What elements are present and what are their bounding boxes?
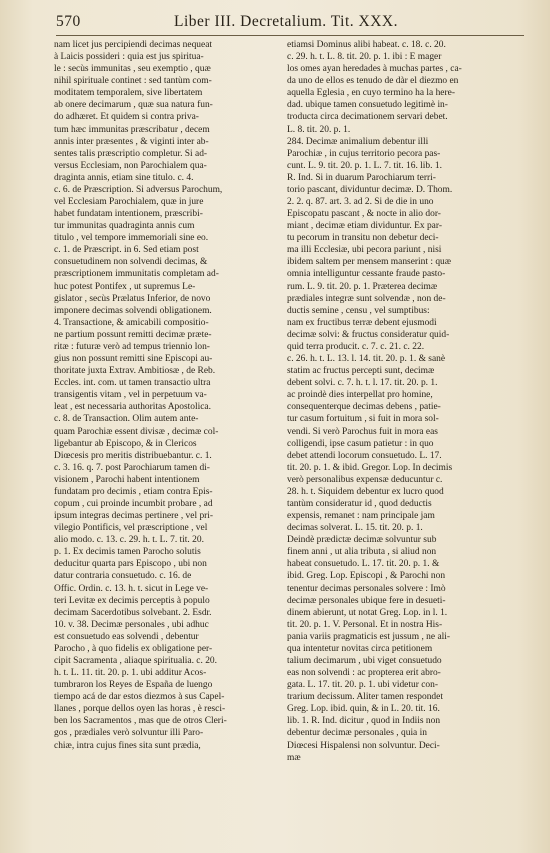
text-line: c. 8. de Transaction. Olim autem ante- [54,414,199,425]
text-line: torio pascant, dividuntur decimæ. D. Thom. [287,184,453,195]
text-line: debet attendi locorum consuetudo. L. 17. [287,450,442,461]
text-line: cipit Sacramenta , aliaque spiritualia. c. 20. [54,655,217,666]
text-line: trarium decissum. Aliter tamen respondet [287,692,443,703]
text-line: ipsum integras decimas pertinere , vel pri- [54,511,214,522]
text-line: gislator , secùs Prælatus Inferior, de novo [54,293,211,304]
text-line: nam licet jus percipiendi decimas nequeat [54,40,213,50]
text-line: copum , cui proinde incumbit probare , ad [54,498,213,509]
text-line: habeat consuetudo. L. 17. tit. 20. p. 1. & [287,559,440,570]
text-line: statim ac fructus percepti sunt, decimæ [287,366,435,377]
text-line: p. 1. Ex decimis tamen Parocho solutis [54,547,201,558]
text-line: decimas solverat. L. 15. tit. 20. p. 1. [287,523,423,534]
text-line: tur casum fortuitum , si fuit in mora sol- [287,414,439,425]
text-line: debent solvi. c. 7. h. t. l. 17. tit. 20. p. 1. [287,378,438,389]
text-line: ritæ : futuræ verò ad tempus triennio lon- [54,341,210,352]
text-line: ibidem saltem per mensem manserint : quæ [287,257,452,268]
text-line: tenentur decimas personales solvere : Imò [287,583,446,594]
text-line: los omes ayan heredades à muchas partes , ca- [287,64,462,75]
text-line: decimæ solvi: & fructus consideratur quid- [287,329,450,340]
text-line: teri Levitæ ex decimis perceptis à populo [54,595,210,606]
text-line: c. 29. h. t. L. 8. tit. 20. p. 1. ibi : E mager [287,52,442,63]
text-line: troducta circa decimationem servari debet. [287,112,448,123]
text-line: tu pecorum in transitu non debetur deci- [287,233,439,244]
text-line: tit. 20. p. 1. V. Personal. Et in nostra His- [287,619,443,630]
text-line: miant , decimæ etiam dividuntur. Ex par- [287,221,442,232]
text-line: pania variis pragmaticis est jussum , ne ali- [287,631,451,642]
text-line: cunt. L. 9. tit. 20. p. 1. L. 7. tit. 16. lib. 1. [287,160,442,171]
text-line: versus Ecclesiam, non Parochialem qua- [54,160,207,171]
text-line: vel Ecclesiam Parochialem, quæ in jure [54,197,204,208]
text-line: expensis, remanet : nam principale jam [287,511,435,522]
text-line: tiempo acá de dar estos diezmos à sus Capel- [54,692,225,703]
text-line: quid terra producit. c. 7. c. 21. c. 22. [287,341,425,352]
text-line: datur contraria consuetudo. c. 16. de [54,571,192,582]
text-line: vilegio Pontificis, vel præscriptione , vel [54,523,208,534]
text-line: est consuetudo eas solvendi , debentur [54,631,199,642]
text-line: gos , prædiales verò solvuntur illi Paro- [54,728,204,739]
text-line: draginta annis, etiam sine titulo. c. 4. [54,172,194,183]
text-line: consuetudinem non solvendi decimas, & [54,257,208,268]
text-line: titulo , vel tempore immemoriali sine eo. [54,233,209,244]
text-line: chiæ, intra cujus fines sita sunt prædia, [54,740,201,751]
right-column [287,39,521,764]
text-line: gius non possunt remitti sine Episcopi au- [54,354,213,365]
text-line: ne partium possunt remitti decimæ præte- [54,329,212,340]
text-line: 10. v. 38. Decimæ personales , ubi adhuc [54,619,209,630]
text-line: imponere decimas solvendi obligationem. [54,305,212,316]
text-line: leat , est necessaria authoritas Apostolica. [54,402,211,413]
text-line: Parocho , à quo fidelis ex obligatione per- [54,643,213,654]
text-line: Parochiæ , in cujus territorio pecora pas- [287,148,441,159]
header-rule [56,35,524,36]
left-column [54,39,286,752]
text-line: fundatam pro decimis , etiam contra Epis- [54,486,213,497]
text-line: Offic. Ordin. c. 13. h. t. sicut in Lege ve- [54,583,209,594]
text-line: visionem , Parochi habent intentionem [54,474,200,485]
text-line: L. 8. tit. 20. p. 1. [287,124,351,135]
text-line: llanes , porque dellos oyen las horas , è resci- [54,704,226,715]
text-line: deducitur quarta pars Episcopo , ubi non [54,559,207,570]
text-line: præscriptionem immunitatis completam ad- [54,269,219,280]
running-header [56,13,524,35]
text-line: finem anni , ut alia tributa , si aliud non [287,547,437,558]
text-line: mæ [287,752,301,763]
page-number: 570 [56,13,81,30]
text-line: Episcopatu pascant , & nocte in alio dor- [287,209,441,220]
text-line: gata. L. 17. tit. 20. p. 1. ubi videtur con- [287,680,438,691]
text-line: Eccles. int. com. ut tamen transactio ultra [54,378,211,389]
text-line: c. 1. de Præscript. in 6. Sed etiam post [54,245,199,256]
text-line: rum. L. 9. tit. 20. p. 1. Præterea decimæ [287,281,438,292]
running-title: Liber III. Decretalium. Tit. XXX. [174,13,398,30]
text-line: sentes talis præscriptio completur. Si ad- [54,148,208,159]
text-line: annis inter præsentes , & viginti inter ab- [54,136,209,147]
text-line: dad. ubique tamen consuetudo legitimè in- [287,100,448,111]
text-line: tantùm consideratur id , quod deductis [287,498,432,509]
text-line: c. 6. de Præscription. Si adversus Parochum, [54,184,223,195]
text-line: moditatem temporalem, sive libertatem [54,88,203,99]
text-line: colligendi, ipse casum patietur : in quo [287,438,434,449]
text-line: decimam Sacerdotibus solvebant. 2. Esdr. [54,607,212,618]
text-line: ductis semine , censu , vel sumptibus: [287,305,430,316]
text-line: nam ex fructibus terræ debent ejusmodi [287,317,437,328]
text-line: decimæ personales ubique fere in desueti- [287,595,446,606]
text-line: ab onere decimarum , quæ sua natura fun- [54,100,213,111]
text-line: à Laicis possideri : quia est jus spiritua- [54,52,204,63]
text-line: 28. h. t. Siquidem debentur ex lucro quod [287,486,444,497]
text-line: thoritate juxta Extrav. Ambitiosæ , de Reb. [54,366,216,377]
text-line: huc potest Pontifex , ut supremus Le- [54,281,196,292]
text-line: ac proindè dies interpellat pro homine, [287,390,433,401]
text-line: tumbraron los Reyes de España de luengo [54,680,213,691]
text-line: vendi. Si verò Parochus fuit in mora eas [287,426,438,437]
text-line: tum hæc immunitas præscribatur , decem [54,124,210,135]
text-line: c. 26. h. t. L. 13. l. 14. tit. 20. p. 1. & sanè [287,354,446,365]
text-line: consequenterque decimas debens , patie- [287,402,441,413]
text-line: etiamsi Dominus alibi habeat. c. 18. c. 20. [287,40,446,50]
text-line: da uno de ellos es tenudo de dàr el diezmo en [287,76,459,87]
text-line: Diœcesi Hispalensi non solvuntur. Deci- [287,740,440,751]
text-line: c. 3. 16. q. 7. post Parochiarum tamen di- [54,462,210,473]
text-line: Diœcesis pro meritis distribuebantur. c. 1. [54,450,212,461]
text-line: nihil spirituale continet : sed tantùm com- [54,76,212,87]
text-line: 284. Decimæ animalium debentur illi [287,136,429,147]
text-line: 2. 2. q. 87. art. 3. ad 2. Si de die in uno [287,197,434,208]
text-line: ibid. Greg. Lop. Episcopi , & Parochi non [287,571,446,582]
text-line: ma illi Ecclesiæ, ubi pecora pariunt , nisi [287,245,442,256]
text-line: omnia intelliguntur cessante fraude pasto- [287,269,446,280]
text-line: Deindè prædictæ decimæ solvuntur sub [287,535,437,546]
text-line: aquella Eglesia , en cuyo termino ha la here- [287,88,455,99]
text-line: R. Ind. Si in duarum Parochiarum terri- [287,172,436,183]
text-line: dinem abierunt, ut notat Greg. Lop. in l. 1. [287,607,448,618]
text-line: ben los Sacramentos , mas que de otros Cleri- [54,716,227,727]
text-line: verò personalibus expensæ deducuntur c. [287,474,443,485]
text-line: alio modo. c. 13. c. 29. h. t. L. 7. tit. 20. [54,535,204,546]
text-line: 4. Transactione, & amicabili compositio- [54,317,209,328]
text-line: quam Parochiæ essent divisæ , decimæ col- [54,426,219,437]
text-line: do adhæret. Et quidem si contra priva- [54,112,199,123]
text-line: Greg. Lop. ibid. quin, & in L. 20. tit. 16. [287,704,440,715]
text-line: h. t. L. 11. tit. 20. p. 1. ubi additur Acos- [54,668,207,679]
text-line: eas non solvendi : ac propterea erit abro- [287,668,441,679]
text-line: tur immunitas quadraginta annis cum [54,221,195,232]
text-line: qua intentetur novitas circa petitionem [287,643,433,654]
text-line: lib. 1. R. Ind. dicitur , quod in Indiis non [287,716,441,727]
text-line: habet fundatam intentionem, præscribi- [54,209,203,220]
text-line: le : secùs immunitas , seu exemptio , quæ [54,64,211,75]
text-line: talium decimarum , ubi viget consuetudo [287,655,442,666]
text-line: tit. 20. p. 1. & ibid. Gregor. Lop. In decimis [287,462,453,473]
text-line: ligebantur ab Episcopo, & in Clericos [54,438,197,449]
text-line: debentur decimæ personales , quia in [287,728,427,739]
text-line: prædiales integræ sunt solvendæ , non de- [287,293,446,304]
text-line: transigentis vitam , vel in perpetuum va- [54,390,207,401]
